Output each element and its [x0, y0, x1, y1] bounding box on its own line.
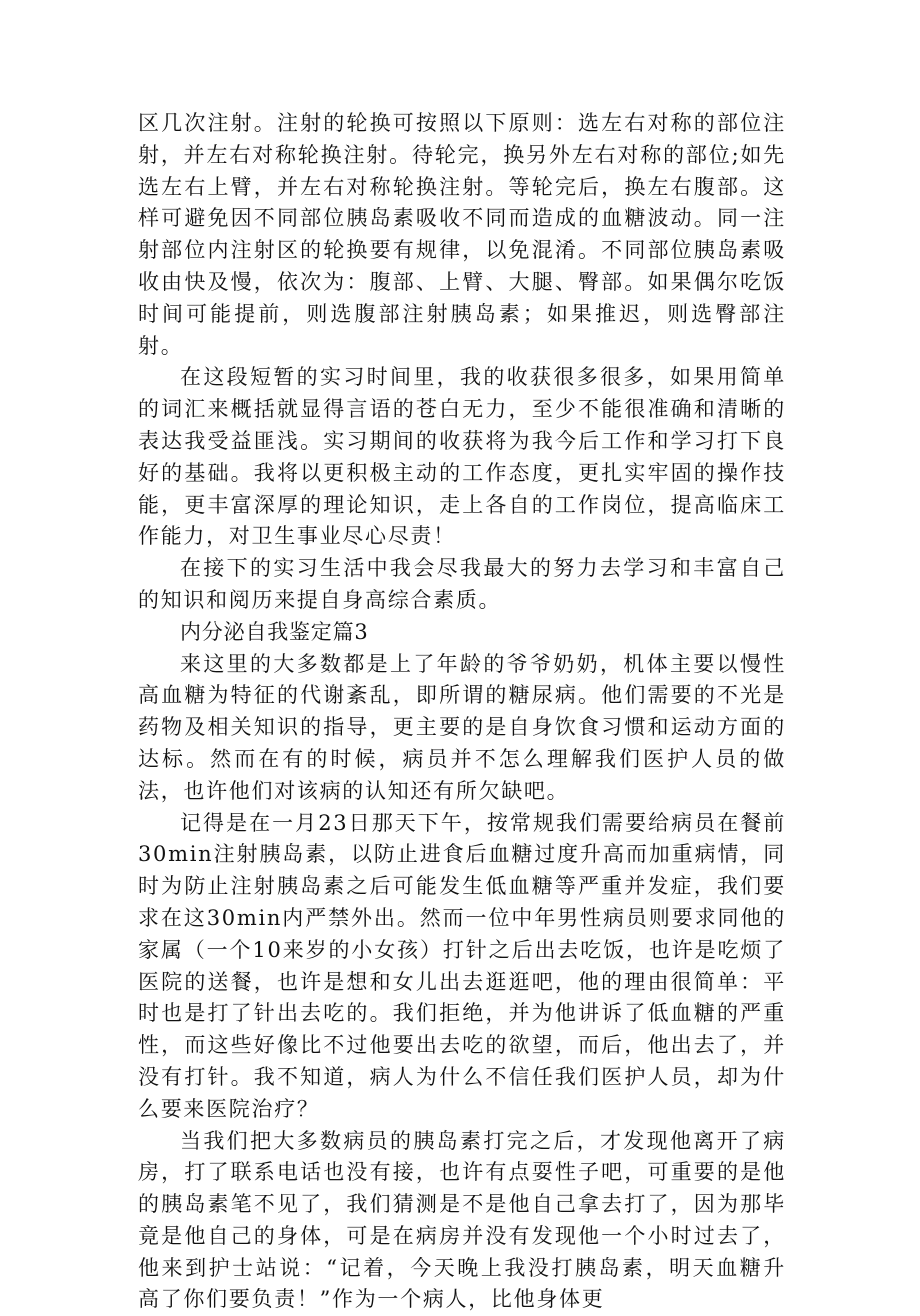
paragraph-future-effort: 在接下的实习生活中我会尽我最大的努力去学习和丰富自己的知识和阅历来提自身高综合素质。 [138, 553, 786, 617]
paragraph-incident-followup: 当我们把大多数病员的胰岛素打完之后，才发现他离开了病房，打了联系电话也没有接，也许有点耍性子吧，可重要的是他的胰岛素笔不见了，我们猜测是不是他自己拿去打了，因为那毕竟是他自己的身体，可是在病房并没有发现他一个小时过去了，他来到护士站说：“记着，今天晚上我没打胰岛素，明天血糖升高了你们要负责！”作为一个病人，比他身体更 [138, 1126, 786, 1316]
paragraph-injection-rotation: 区几次注射。注射的轮换可按照以下原则：选左右对称的部位注射，并左右对称轮换注射。待轮完，换另外左右对称的部位;如先选左右上臂，并左右对称轮换注射。等轮完后，换左右腹部。这样可避免因不同部位胰岛素吸收不同而造成的血糖波动。同一注射部位内注射区的轮换要有规律，以免混淆。不同部位胰岛素吸收由快及慢，依次为：腹部、上臂、大腿、臀部。如果偶尔吃饭时间可能提前，则选腹部注射胰岛素；如果推迟，则选臀部注射。 [138, 108, 786, 362]
paragraph-incident-story: 记得是在一月23日那天下午，按常规我们需要给病员在餐前30min注射胰岛素，以防止进食后血糖过度升高而加重病情，同时为防止注射胰岛素之后可能发生低血糖等严重并发症，我们要求在这30min内严禁外出。然而一位中年男性病员则要求同他的家属（一个10来岁的小女孩）打针之后出去吃饭，也许是吃烦了医院的送餐，也许是想和女儿出去逛逛吧，他的理由很简单：平时也是打了针出去吃的。我们拒绝，并为他讲诉了低血糖的严重性，而这些好像比不过他要出去吃的欲望，而后，他出去了，并没有打针。我不知道，病人为什么不信任我们医护人员，却为什么要来医院治疗？ [138, 808, 786, 1126]
section-heading: 内分泌自我鉴定篇3 [138, 617, 786, 649]
document-body [138, 108, 786, 1316]
paragraph-patients-intro: 来这里的大多数都是上了年龄的爷爷奶奶，机体主要以慢性高血糖为特征的代谢紊乱，即所谓的糖尿病。他们需要的不光是药物及相关知识的指导，更主要的是自身饮食习惯和运动方面的达标。然而在有的时候，病员并不怎么理解我们医护人员的做法，也许他们对该病的认知还有所欠缺吧。 [138, 649, 786, 808]
paragraph-internship-gains: 在这段短暂的实习时间里，我的收获很多很多，如果用简单的词汇来概括就显得言语的苍白无力，至少不能很准确和清晰的表达我受益匪浅。实习期间的收获将为我今后工作和学习打下良好的基础。我将以更积极主动的工作态度，更扎实牢固的操作技能，更丰富深厚的理论知识，走上各自的工作岗位，提高临床工作能力，对卫生事业尽心尽责！ [138, 362, 786, 553]
